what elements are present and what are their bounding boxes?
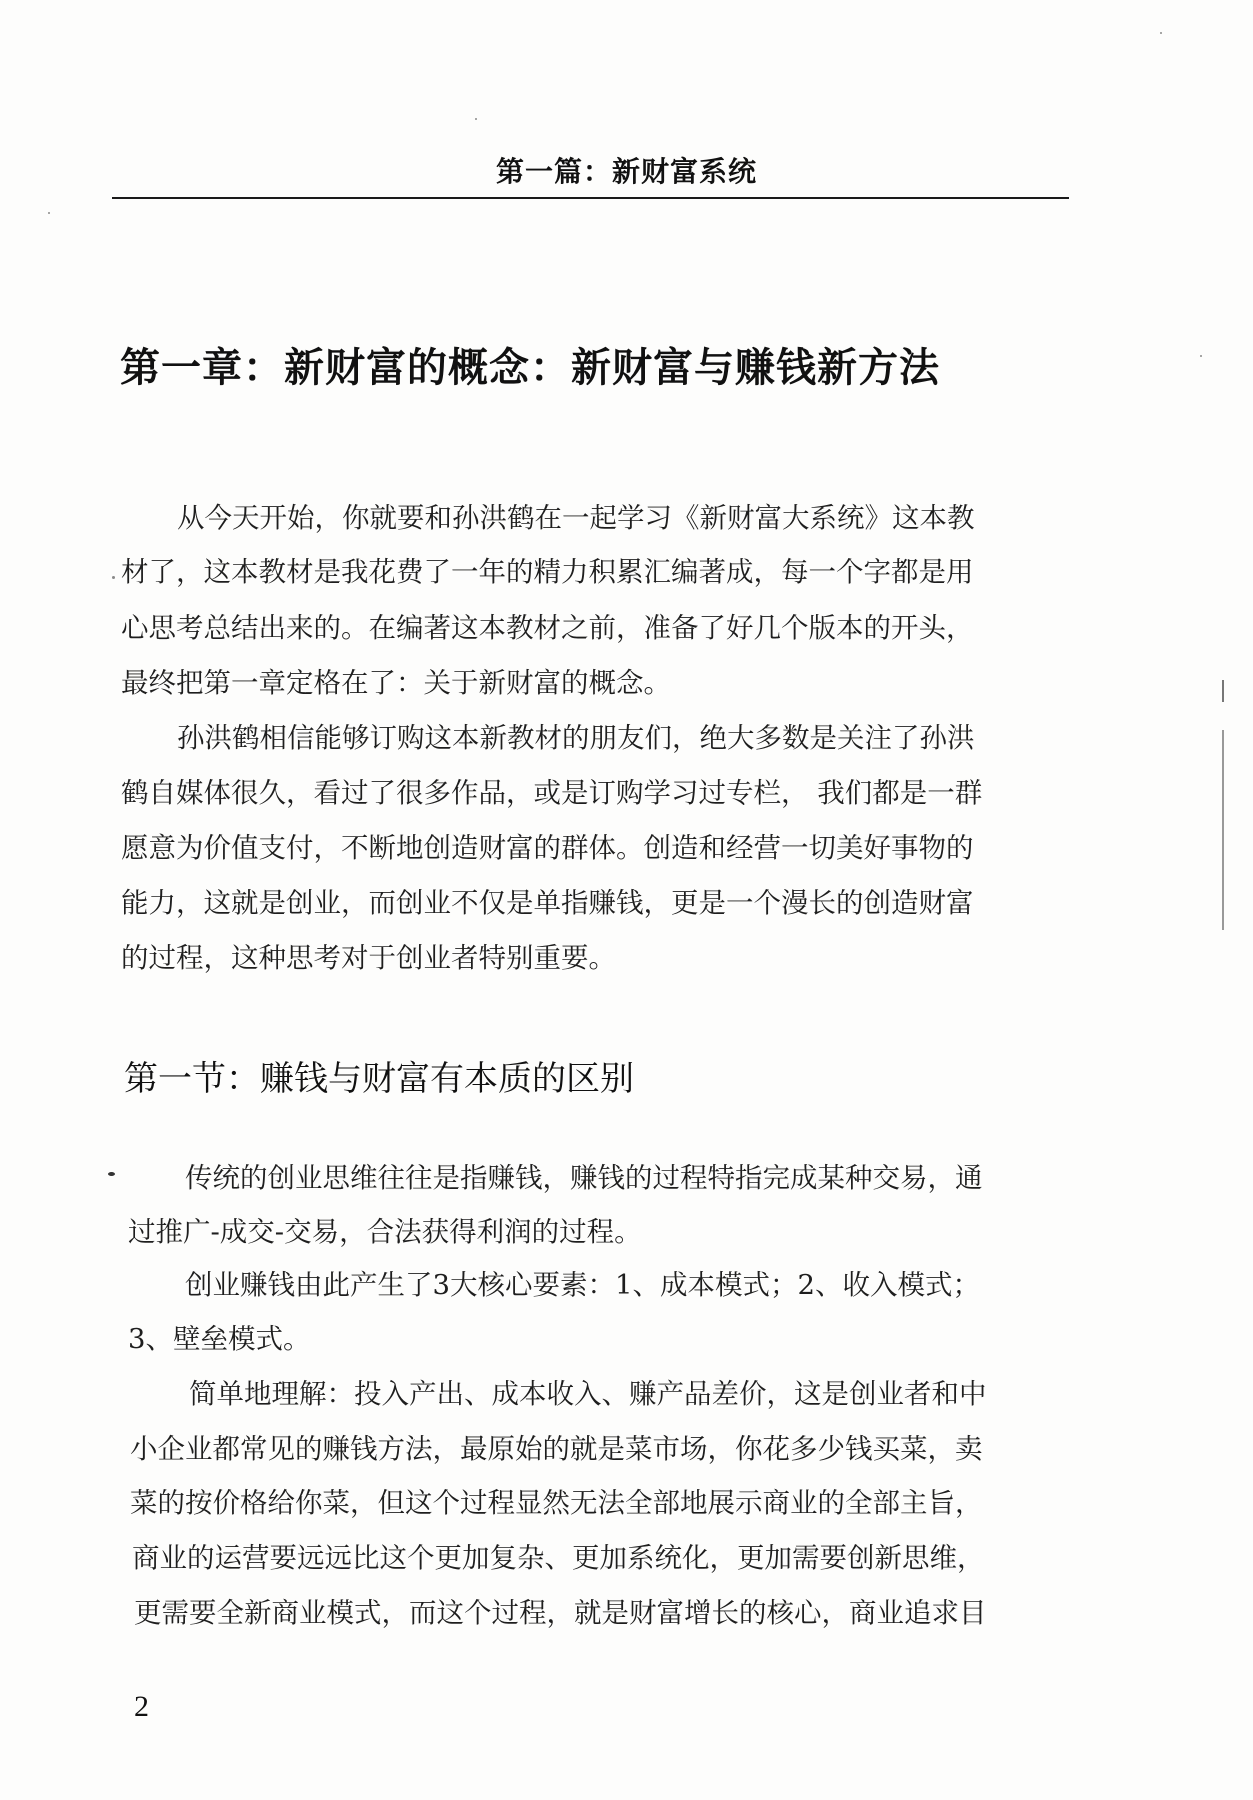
paragraph-line: 能力，这就是创业，而创业不仅是单指赚钱，更是一个漫长的创造财富 bbox=[121, 887, 974, 919]
paragraph-line: 最终把第一章定格在了：关于新财富的概念。 bbox=[121, 667, 671, 699]
paragraph-line: 商业的运营要远远比这个更加复杂、更加系统化，更加需要创新思维， bbox=[132, 1542, 985, 1574]
section-title: 第一节：赚钱与财富有本质的区别 bbox=[124, 1059, 634, 1099]
paragraph-line: 小企业都常见的赚钱方法，最原始的就是菜市场，你花多少钱买菜，卖 bbox=[130, 1433, 983, 1465]
paragraph-line: 孙洪鹤相信能够订购这本新教材的朋友们，绝大多数是关注了孙洪 bbox=[177, 722, 975, 754]
margin-mark bbox=[1222, 680, 1224, 702]
margin-mark bbox=[1222, 730, 1224, 930]
running-header: 第一篇：新财富系统 bbox=[495, 155, 757, 188]
paragraph-line: 创业赚钱由此产生了3大核心要素：1、成本模式；2、收入模式； bbox=[185, 1269, 980, 1301]
page-number: 2 bbox=[134, 1690, 149, 1723]
scan-speck bbox=[475, 118, 477, 120]
paragraph-line: 简单地理解：投入产出、成本收入、赚产品差价，这是创业者和中 bbox=[189, 1378, 987, 1410]
paragraph-line: 过推广-成交-交易，合法获得利润的过程。 bbox=[128, 1216, 642, 1248]
paragraph-line: 鹤自媒体很久，看过了很多作品，或是订购学习过专栏， 我们都是一群 bbox=[121, 777, 983, 809]
scan-speck bbox=[112, 576, 115, 579]
paragraph-line: 3、壁垒模式。 bbox=[128, 1323, 311, 1355]
paragraph-line: 材了，这本教材是我花费了一年的精力积累汇编著成，每一个字都是用 bbox=[121, 556, 974, 588]
paragraph-line: 更需要全新商业模式，而这个过程，就是财富增长的核心，商业追求目 bbox=[134, 1597, 987, 1629]
scan-speck bbox=[1160, 32, 1162, 34]
scan-speck bbox=[48, 212, 50, 214]
paragraph-line: 心思考总结出来的。在编著这本教材之前，准备了好几个版本的开头， bbox=[121, 612, 974, 644]
paragraph-line: 从今天开始，你就要和孙洪鹤在一起学习《新财富大系统》这本教 bbox=[177, 502, 975, 534]
paragraph-line: 菜的按价格给你菜，但这个过程显然无法全部地展示商业的全部主旨， bbox=[130, 1487, 983, 1519]
paragraph-line: 传统的创业思维往往是指赚钱，赚钱的过程特指完成某种交易，通 bbox=[185, 1162, 983, 1194]
header-rule bbox=[112, 197, 1069, 199]
scan-speck bbox=[108, 1172, 115, 1176]
paragraph-line: 愿意为价值支付，不断地创造财富的群体。创造和经营一切美好事物的 bbox=[121, 832, 974, 864]
chapter-title: 第一章：新财富的概念：新财富与赚钱新方法 bbox=[120, 344, 940, 391]
scan-speck bbox=[1200, 355, 1202, 357]
paragraph-line: 的过程，这种思考对于创业者特别重要。 bbox=[121, 942, 616, 974]
